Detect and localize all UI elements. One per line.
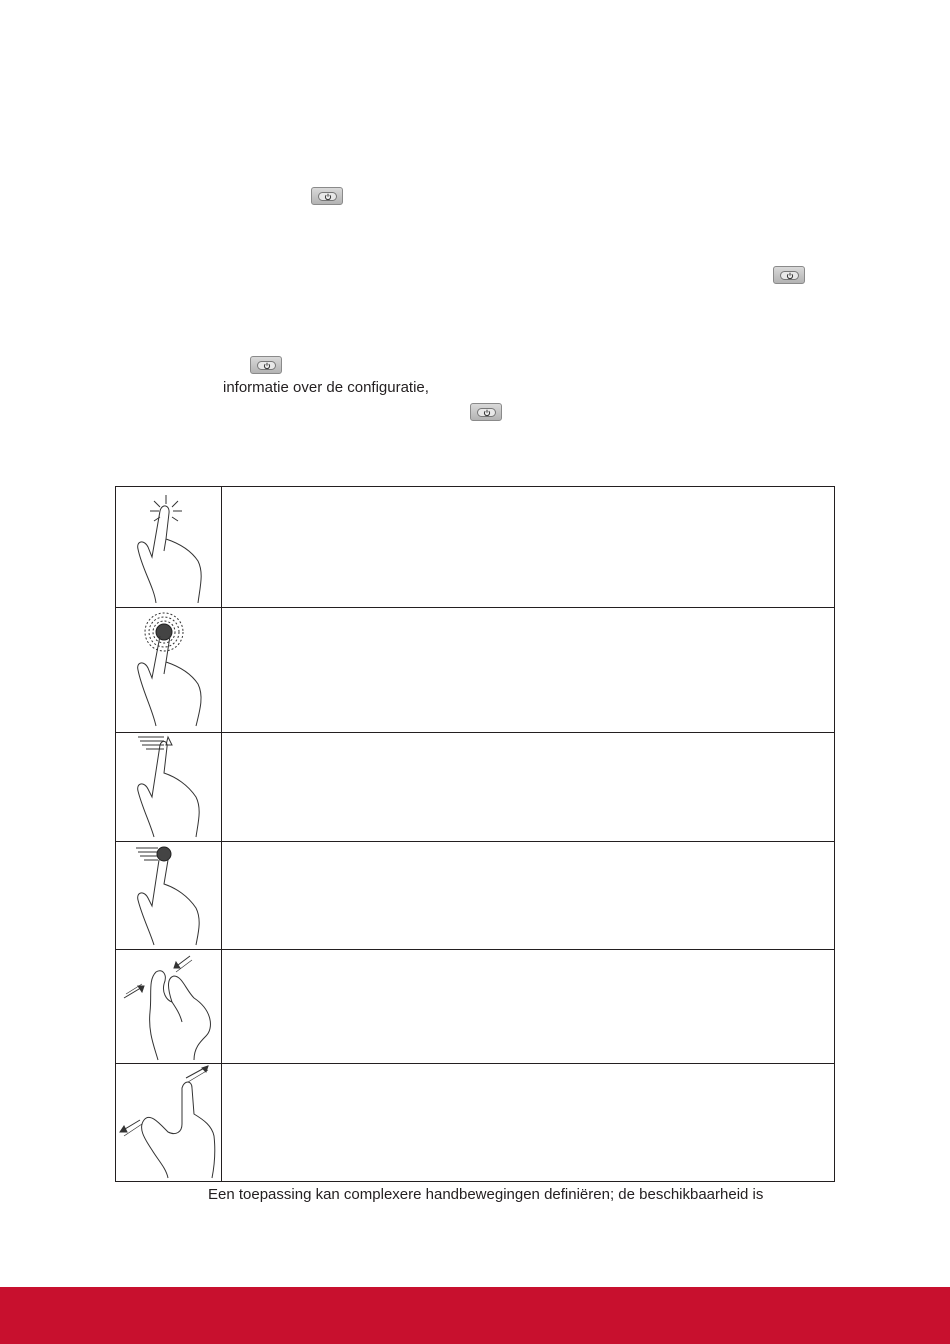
spread-zoom-in-gesture-icon (116, 1064, 222, 1181)
gesture-row-swipe (116, 732, 834, 841)
gesture-row-spread (116, 1063, 834, 1181)
gesture-row-press-and-hold (116, 607, 834, 732)
gesture-description (222, 608, 834, 732)
gesture-description (222, 842, 834, 949)
press-and-hold-gesture-icon (116, 608, 222, 732)
gesture-row-tap (116, 487, 834, 607)
gesture-row-drag (116, 841, 834, 949)
swipe-gesture-icon (116, 733, 222, 841)
paragraph-fragment: informatie over de configuratie, (223, 379, 429, 396)
gesture-description (222, 950, 834, 1063)
gesture-description (222, 1064, 834, 1181)
power-button-icon (311, 187, 343, 205)
power-button-icon (773, 266, 805, 284)
power-button-icon (250, 356, 282, 374)
gesture-description (222, 733, 834, 841)
drag-gesture-icon (116, 842, 222, 949)
tap-gesture-icon (116, 487, 222, 607)
power-button-icon (470, 403, 502, 421)
gesture-table (115, 486, 835, 1182)
gesture-description (222, 487, 834, 607)
footnote: Een toepassing kan complexere handbewegingen definiëren; de beschikbaarheid is (208, 1186, 764, 1203)
pinch-zoom-out-gesture-icon (116, 950, 222, 1063)
footer-bar (0, 1287, 950, 1344)
gesture-row-pinch (116, 949, 834, 1063)
